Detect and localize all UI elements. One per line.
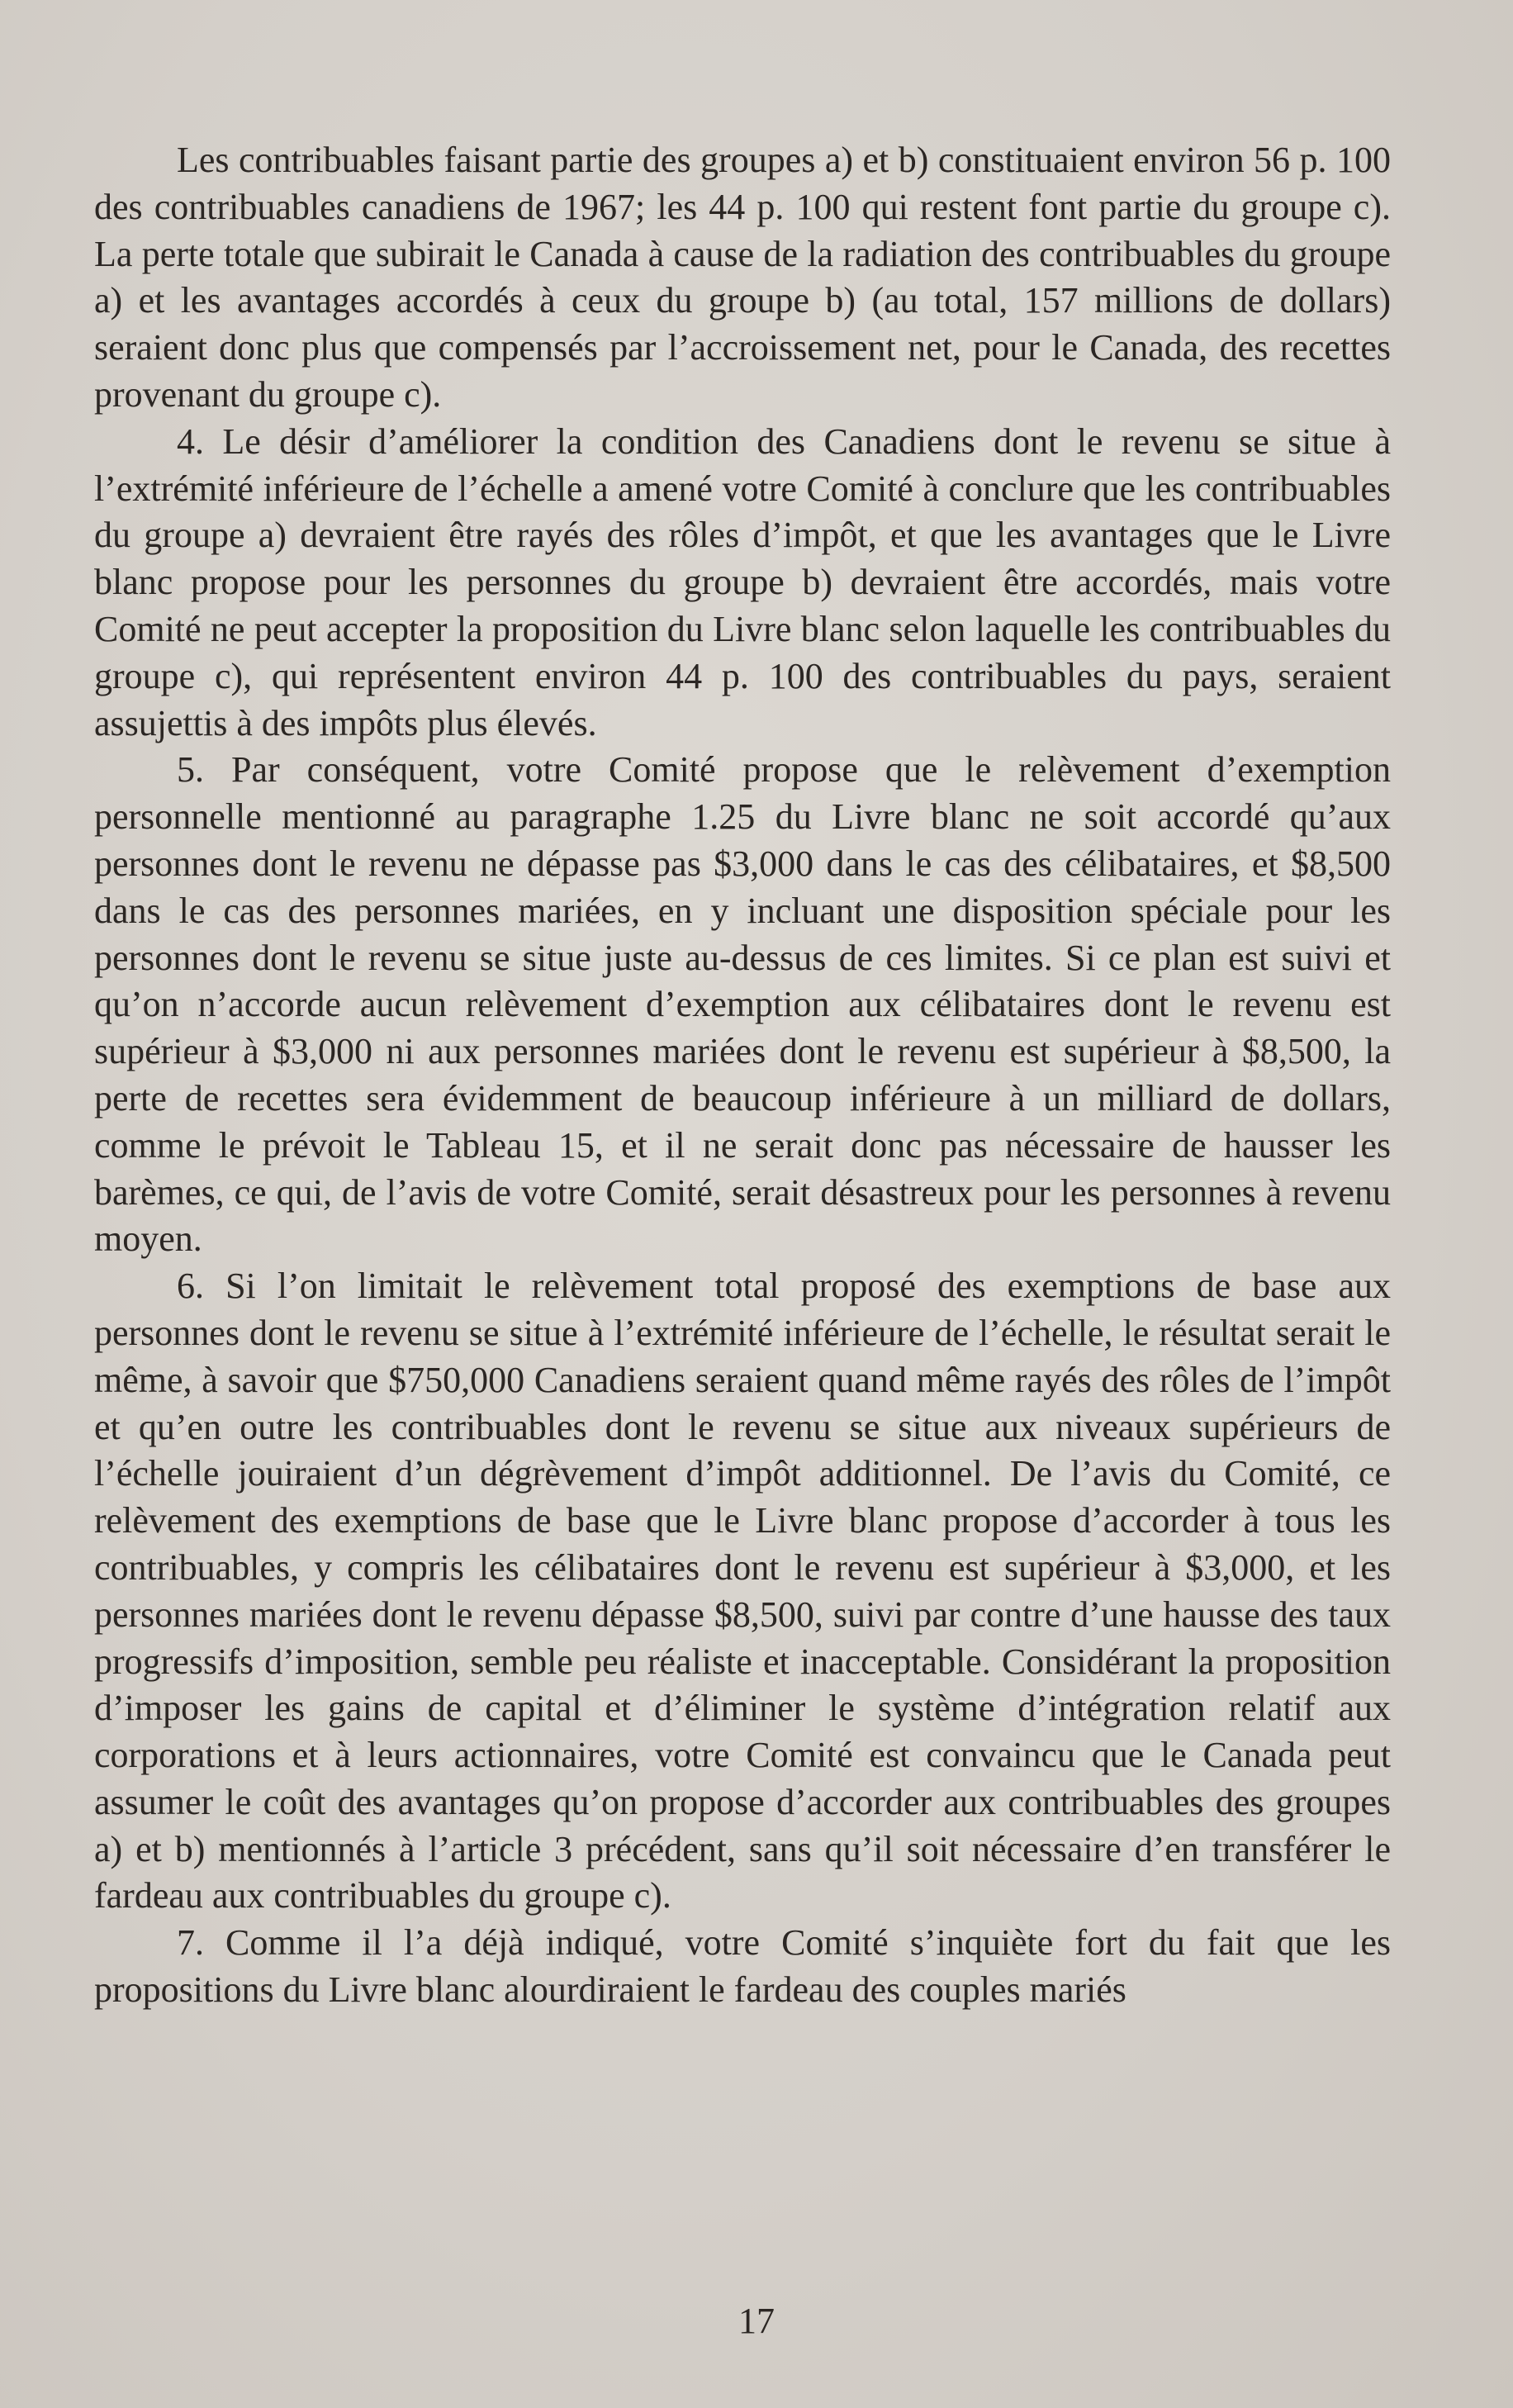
- paragraph-7: 7. Comme il l’a déjà indiqué, votre Comité s’inquiète fort du fait que les propositions du Livre blanc alourdiraient le fardeau des couples mariés: [94, 1922, 1391, 2011]
- page-number: 17: [738, 2301, 775, 2341]
- paragraph-5: 5. Par conséquent, votre Comité propose que le relèvement d’exemption personnelle mentionné au paragraphe 1.25 du Livre blanc ne soit accordé qu’aux personnes dont le revenu ne dépasse pas $3,000 dans le cas des célibataires, et $8,500 dans le cas des personnes mariées, en y incluant une disposition spéciale pour les personnes dont le revenu se situe juste au-dessus de ces limites. Si ce plan est suivi et qu’on n’accorde aucun relèvement d’exemption aux célibataires dont le revenu est supérieur à $3,000 ni aux personnes mariées dont le revenu est supérieur à $8,500, la perte de recettes sera évidemment de beaucoup inférieure à un milliard de dollars, comme le prévoit le Tableau 15, et il ne serait donc pas nécessaire de hausser les barèmes, ce qui, de l’avis de votre Comité, serait désastreux pour les personnes à revenu moyen.: [94, 749, 1391, 1260]
- paragraph-4: 4. Le désir d’améliorer la condition des Canadiens dont le revenu se situe à l’extrémité inférieure de l’échelle a amené votre Comité à conclure que les contribuables du groupe a) devraient être rayés des rôles d’impôt, et que les avantages que le Livre blanc propose pour les personnes du groupe b) devraient être accordés, mais votre Comité ne peut accepter la proposition du Livre blanc selon laquelle les contribuables du groupe c), qui représentent environ 44 p. 100 des contribuables du pays, seraient assujettis à des impôts plus élevés.: [94, 420, 1391, 743]
- paragraph-6: 6. Si l’on limitait le relèvement total proposé des exemptions de base aux personnes dont le revenu se situe à l’extrémité inférieure de l’échelle, le résultat serait le même, à savoir que $750,000 Canadiens seraient quand même rayés des rôles de l’impôt et qu’en outre les contribuables dont le revenu se situe aux niveaux supérieurs de l’échelle jouiraient d’un dégrèvement d’impôt additionnel. De l’avis du Comité, ce relèvement des exemptions de base que le Livre blanc propose d’accorder à tous les contribuables, y compris les célibataires dont le revenu est supérieur à $3,000, et les personnes mariées dont le revenu dépasse $8,500, suivi par contre d’une hausse des taux progressifs d’imposition, semble peu réaliste et inacceptable. Considérant la proposition d’imposer les gains de capital et d’éliminer le système d’intégration relatif aux corporations et à leurs actionnaires, votre Comité est convaincu que le Canada peut assumer le coût des avantages qu’on propose d’accorder aux contribuables des groupes a) et b) mentionnés à l’article 3 précédent, sans qu’il soit nécessaire d’en transférer le fardeau aux contribuables du groupe c).: [94, 1266, 1391, 1916]
- paragraph-continuation: Les contribuables faisant partie des groupes a) et b) constituaient environ 56 p. 100 des contribuables canadiens de 1967; les 44 p. 100 qui restent font partie du groupe c). La perte totale que subirait le Canada à cause de la radiation des contribuables du groupe a) et les avantages accordés à ceux du groupe b) (au total, 157 millions de dollars) seraient donc plus que compensés par l’accroissement net, pour le Canada, des recettes provenant du groupe c).: [94, 140, 1391, 415]
- body-text: [94, 137, 1391, 2014]
